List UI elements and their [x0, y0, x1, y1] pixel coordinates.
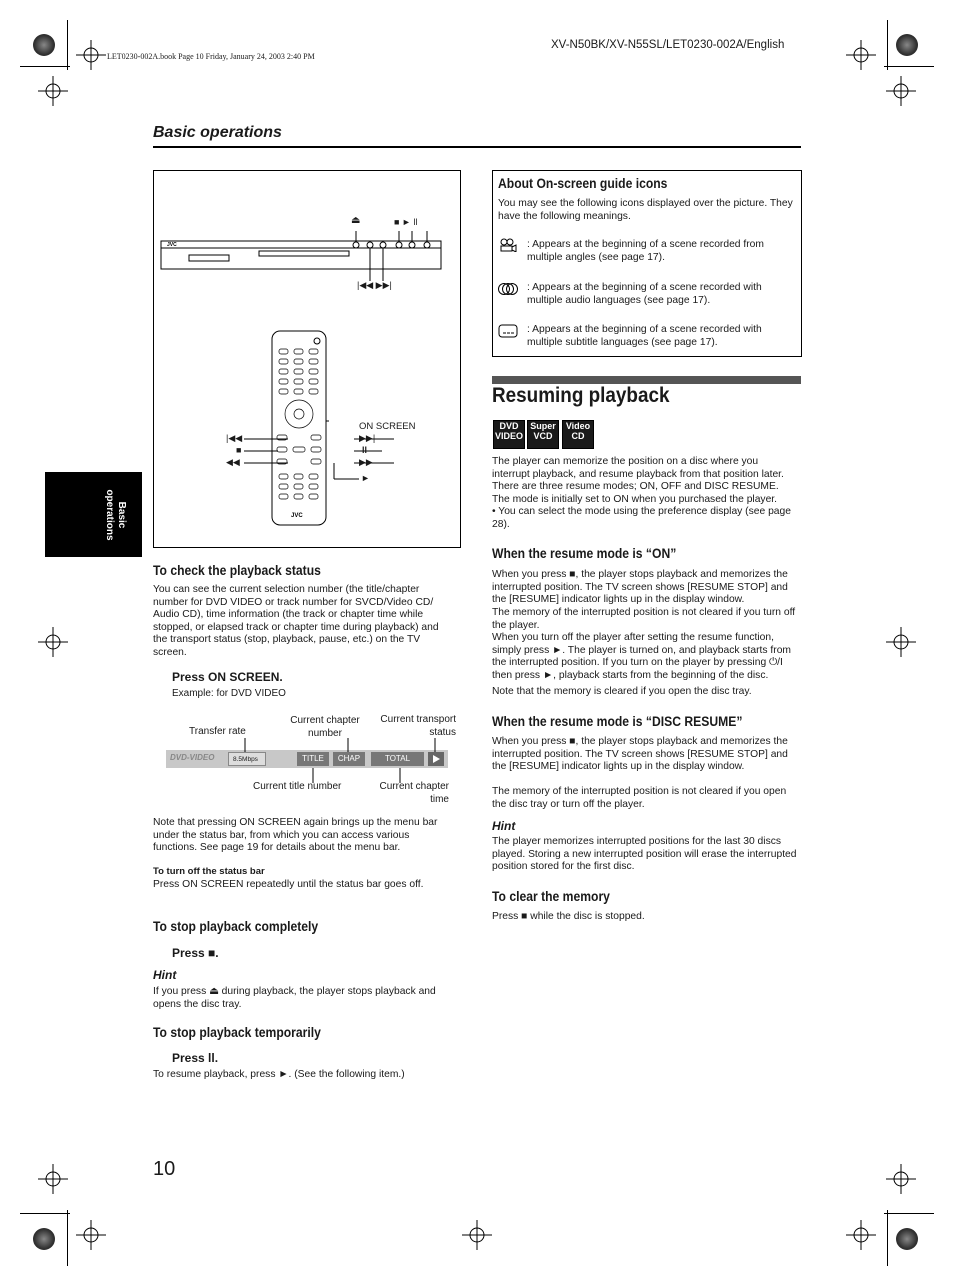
check-status-heading: To check the playback status	[153, 563, 321, 578]
crosshair-icon	[886, 76, 916, 106]
model-number: XV-N50BK/XV-N55SL/LET0230-002A/English	[551, 39, 785, 51]
status-bar-title: TITLE 33	[297, 752, 329, 766]
video-cd-logo: Video CD	[562, 420, 594, 449]
clear-memory-text: Press ■ while the disc is stopped.	[492, 911, 645, 922]
resuming-title-bar	[492, 376, 801, 384]
transfer-rate-label: Transfer rate	[189, 726, 246, 737]
menu-bar-note: Note that pressing ON SCREEN again brings up the menu bar under the status bar, from which you can access various functions. See page 19 for details about the menu bar.	[153, 817, 438, 854]
remote-stop-symbol: ■	[236, 445, 242, 455]
stop-temporarily-heading: To stop playback temporarily	[153, 1025, 321, 1040]
skip-symbols: |◀◀ ▶▶|	[357, 280, 392, 290]
resume-on-p4: Note that the memory is cleared if you open the disc tray.	[492, 686, 752, 697]
press-on-screen: Press ON SCREEN.	[172, 670, 283, 684]
example-label: Example: for DVD VIDEO	[172, 688, 286, 699]
remote-callout-lines	[234, 431, 434, 491]
side-tab-label: Basic operations	[104, 489, 127, 541]
current-title-number-label: Current title number	[253, 781, 342, 792]
disc-resume-p1: When you press ■, the player stops playback and memorizes the interrupted position. The TV screen shows [RESUME STOP] and the [RESUME] indicator lights up in the display window.	[492, 736, 788, 773]
resume-on-p2: The memory of the interrupted position is not cleared if you turn off the player.	[492, 607, 796, 631]
resuming-bullet: • You can select the mode using the preference display (see page 28).	[492, 506, 791, 530]
status-bar-rate: 8.5Mbps	[228, 752, 266, 766]
disc-resume-heading: When the resume mode is “DISC RESUME”	[492, 714, 743, 729]
crosshair-icon	[76, 40, 106, 70]
remote-control-illustration	[269, 329, 329, 529]
multi-audio-icon	[498, 282, 518, 296]
remote-rewind-symbol: ◀◀	[226, 457, 240, 467]
press-pause: Press ll.	[172, 1051, 219, 1065]
resuming-intro: The player can memorize the position on a disc where you interrupt playback, and resume playback from that position later. There are three resume modes; ON, OFF and DISC RESUME. The mode is initially set to ON when you purchased the player.	[492, 456, 784, 505]
crosshair-icon	[38, 76, 68, 106]
svg-text:JVC: JVC	[167, 242, 177, 248]
guide-item-audio-text: : Appears at the beginning of a scene recorded with multiple audio languages (see page 17).	[527, 282, 762, 306]
section-title: Basic operations	[153, 124, 282, 141]
resume-on-heading: When the resume mode is “ON”	[492, 546, 677, 561]
check-status-paragraph: You can see the current selection number (the title/chapter number for DVD VIDEO or track number for SVCD/Video CD/ Audio CD), time information (the track or chapter time while stopped, or elapsed track or chapter time during playback) and the transport status (stop, playback, pause, etc.) on the TV screen.	[153, 584, 439, 658]
resume-on-p3: When you turn off the player after setting the resume function, simply press ►. The player is turned on, and playback starts from the interrupted position. If you turn on the player by pressing ⏻/I then press ►, playback starts from the beginning of the disc.	[492, 632, 792, 681]
stop-completely-heading: To stop playback completely	[153, 919, 319, 934]
resuming-title: Resuming playback	[492, 384, 670, 407]
crosshair-icon	[846, 40, 876, 70]
multi-subtitle-icon	[498, 324, 518, 338]
resume-playback-note: To resume playback, press ►. (See the following item.)	[153, 1069, 405, 1080]
svg-text:JVC: JVC	[291, 513, 303, 519]
status-bar-disc-type: DVD-VIDEO	[170, 753, 215, 762]
remote-prev-symbol: |◀◀	[226, 433, 243, 443]
press-stop: Press ■.	[172, 946, 219, 960]
status-bar-chapter: CHAP 33	[333, 752, 365, 766]
stop-hint-text: If you press ⏏ during playback, the player stops playback and opens the disc tray.	[153, 986, 436, 1010]
turn-off-heading: To turn off the status bar	[153, 866, 265, 877]
stop-play-pause-symbols: ■ ► ll	[394, 217, 418, 227]
current-chapter-number-label: Current chapter number	[290, 715, 360, 739]
dvd-video-logo: DVD VIDEO	[493, 420, 525, 449]
current-chapter-time-label: Current chapter time	[379, 781, 449, 805]
remote-ff-symbol: ▶▶	[359, 457, 373, 467]
remote-next-symbol: ▶▶|	[359, 433, 376, 443]
guide-icons-intro: You may see the following icons displayed over the picture. They have the following meanings.	[498, 198, 793, 222]
current-transport-status-label: Current transport status	[380, 714, 456, 738]
guide-icons-heading: About On-screen guide icons	[498, 176, 668, 191]
player-remote-figure	[153, 170, 461, 548]
stop-hint-label: Hint	[153, 968, 177, 982]
side-tab	[45, 472, 142, 557]
resume-on-p1: When you press ■, the player stops playback and memorizes the interrupted position. The TV screen shows [RESUME STOP] and the [RESUME] indicator lights up in the display window.	[492, 569, 788, 606]
section-rule	[153, 146, 801, 148]
clear-memory-heading: To clear the memory	[492, 889, 610, 904]
book-file-info: LET0230-002A.book Page 10 Friday, January 24, 2003 2:40 PM	[107, 52, 315, 61]
disc-resume-p2: The memory of the interrupted position is not cleared if you open the disc tray or turn off the player.	[492, 786, 787, 810]
turn-off-text: Press ON SCREEN repeatedly until the status bar goes off.	[153, 879, 424, 890]
guide-item-angle-text: : Appears at the beginning of a scene recorded from multiple angles (see page 17).	[527, 239, 764, 263]
remote-pause-symbol: ll	[362, 445, 368, 455]
resume-hint-label: Hint	[492, 819, 516, 833]
status-bar-total-time: TOTAL 1:25:58	[371, 752, 424, 766]
eject-symbol: ⏏	[351, 215, 361, 226]
resume-hint-text: The player memorizes interrupted positions for the last 30 discs played. Storing a new interrupted position will erase the interrupted position stored for the first disc.	[492, 836, 797, 873]
page-number: 10	[153, 1158, 176, 1180]
on-screen-label: ON SCREEN	[359, 421, 416, 432]
super-vcd-logo: Super VCD	[527, 420, 559, 449]
multi-angle-icon	[498, 238, 518, 252]
remote-play-symbol: ►	[361, 473, 370, 483]
guide-item-subtitle-text: : Appears at the beginning of a scene recorded with multiple subtitle languages (see page 17).	[527, 324, 762, 348]
